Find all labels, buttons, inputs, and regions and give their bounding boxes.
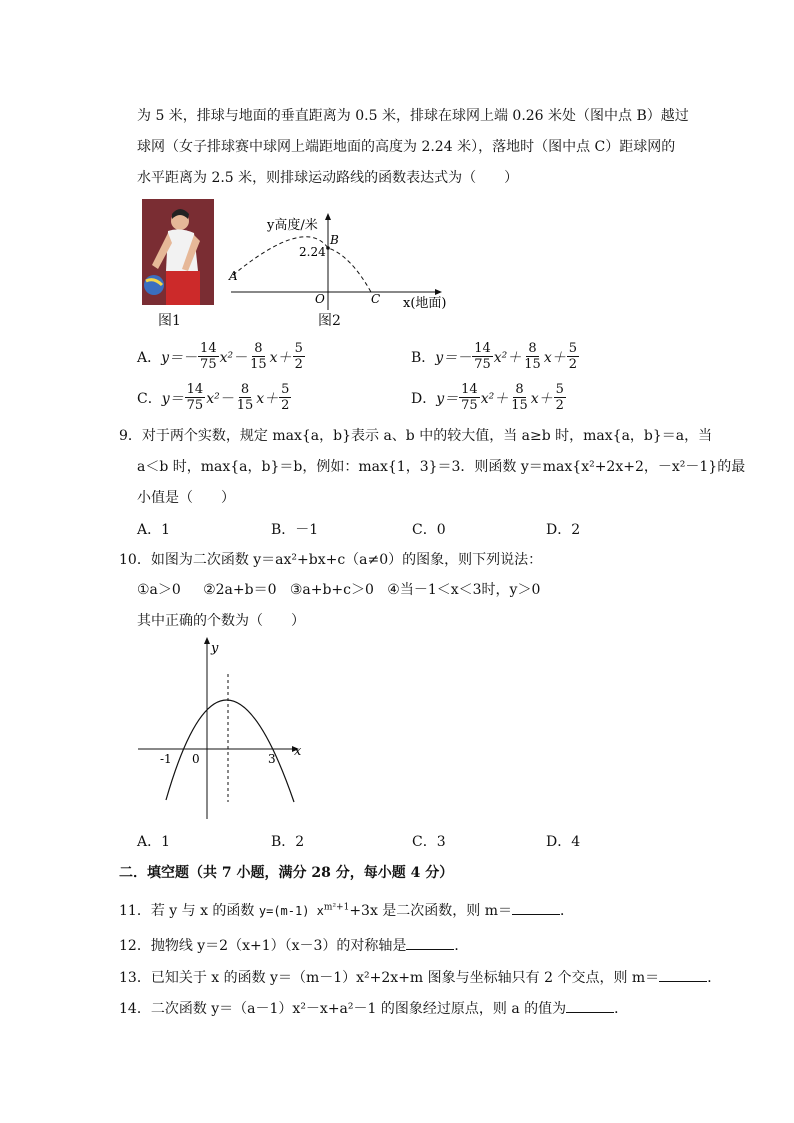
graph-tick-zero: 0: [192, 752, 200, 766]
fraction: $\frac{14}{75}$: [474, 341, 491, 372]
q10-option-c[interactable]: C．3: [412, 834, 446, 850]
q10-option-d[interactable]: D．4: [546, 834, 581, 850]
q9-line1: 9．对于两个实数，规定 max{a，b}表示 a、b 中的较大值，当 a≥b 时，max{a，b}＝a，当: [119, 428, 713, 444]
q14-end: ．: [614, 1001, 629, 1017]
q12-answer-blank[interactable]: [406, 935, 454, 950]
statement-2: ②2a+b＝0: [203, 582, 277, 598]
statement-4: ④当－1＜x＜3时，y＞0: [387, 582, 541, 598]
q10-line3: 其中正确的个数为（ ）: [137, 613, 305, 629]
q8-option-a[interactable]: [137, 341, 306, 372]
q9-option-d[interactable]: D．2: [546, 522, 581, 538]
fraction: $\frac{14}{75}$: [461, 382, 478, 413]
q12: [119, 935, 468, 955]
graph-tick-three: 3: [268, 752, 276, 766]
fig2-x-label: x(地面): [403, 296, 447, 311]
option-term: x²－: [206, 390, 234, 407]
parabola-graph: [134, 634, 314, 824]
statement-3: ③a+b+c＞0: [289, 582, 374, 598]
q8-line2: 球网（女子排球赛中球网上端距地面的高度为 2.24 米），落地时（图中点 C）距球网的: [137, 139, 676, 155]
option-term: x＋: [530, 390, 553, 407]
fraction: $\frac{8}{15}$: [236, 382, 254, 413]
statement-1: ①a＞0: [137, 582, 181, 598]
fig2-value-224: 2.24: [299, 245, 326, 259]
option-letter: D．: [411, 390, 437, 407]
option-term: y＝: [161, 390, 184, 407]
fig2-y-label: y高度/米: [267, 218, 318, 233]
q11-exp: m²+1: [323, 902, 350, 913]
q11-text2: +3x 是二次函数，则 m＝: [349, 903, 513, 919]
option-term: x＋: [543, 349, 566, 366]
option-term: y＝－: [435, 349, 472, 366]
option-letter: B．: [411, 349, 436, 366]
q9-line2: a＜b 时，max{a，b}＝b，例如：max{1，3}＝3．则函数 y＝max{x²+2x+2，－x²－1}的最: [137, 459, 746, 475]
section-title: 二．填空题（共 7 小题，满分 28 分，每小题 4 分）: [119, 865, 454, 881]
q11-func: y=(m-1) x: [258, 904, 324, 918]
fig2-point-c: C: [371, 292, 381, 306]
q14-answer-blank[interactable]: [566, 998, 614, 1013]
q14-text: 14．二次函数 y＝（a－1）x²－x+a²－1 的图象经过原点，则 a 的值为: [119, 1001, 567, 1017]
q9-option-c[interactable]: C．0: [412, 522, 446, 538]
q10-statements: [137, 580, 540, 600]
q8-option-d[interactable]: [411, 382, 567, 413]
q10-line1: 10．如图为二次函数 y＝ax²+bx+c（a≠0）的图象，则下列说法：: [119, 552, 543, 568]
fraction: $\frac{14}{75}$: [186, 382, 204, 413]
q10-option-a[interactable]: A．1: [137, 834, 171, 850]
volleyball-photo: [142, 199, 214, 305]
fraction: $\frac{5}{2}$: [294, 341, 303, 372]
q11: [119, 900, 574, 920]
fraction: $\frac{5}{2}$: [555, 382, 564, 413]
fig1-label: 图1: [158, 313, 181, 329]
fraction: $\frac{8}{15}$: [511, 382, 528, 413]
option-letter: C．: [137, 390, 162, 407]
fraction: $\frac{5}{2}$: [568, 341, 578, 372]
option-term: x＋: [269, 349, 292, 366]
q13: [119, 967, 721, 987]
graph-y-label: y: [211, 641, 219, 656]
option-term: x²＋: [493, 349, 522, 366]
q9-option-b[interactable]: B．－1: [271, 522, 319, 538]
q12-end: ．: [454, 938, 469, 954]
fig2-origin: O: [315, 292, 325, 306]
q11-text: 11．若 y 与 x 的函数: [119, 903, 259, 919]
fig2-point-b: B: [330, 233, 339, 247]
q11-end: ．: [560, 903, 575, 919]
q9-option-a[interactable]: A．1: [137, 522, 171, 538]
option-term: x²＋: [480, 390, 509, 407]
q13-text: 13．已知关于 x 的函数 y＝（m－1）x²+2x+m 图象与坐标轴只有 2 个交点，则 m＝: [119, 970, 660, 986]
q9-line3: 小值是（ ）: [137, 490, 235, 506]
fig2-point-a: A: [229, 269, 238, 283]
q8-option-b[interactable]: [411, 341, 580, 372]
option-term: y＝: [436, 390, 459, 407]
q8-line3: 水平距离为 2.5 米，则排球运动路线的函数表达式为（ ）: [137, 170, 519, 186]
q13-end: ．: [707, 970, 722, 986]
q8-line1: 为 5 米，排球与地面的垂直距离为 0.5 米，排球在球网上端 0.26 米处（图中点 B）越过: [137, 108, 689, 124]
q11-answer-blank[interactable]: [512, 900, 560, 915]
option-letter: A．: [137, 349, 162, 366]
q13-answer-blank[interactable]: [659, 967, 707, 982]
fraction: $\frac{8}{15}$: [524, 341, 541, 372]
q8-option-c[interactable]: [137, 382, 292, 413]
graph-tick-minus1: -1: [160, 752, 172, 766]
trajectory-diagram: [225, 210, 465, 315]
fraction: $\frac{8}{15}$: [250, 341, 267, 372]
q10-option-b[interactable]: B．2: [271, 834, 305, 850]
q12-text: 12．抛物线 y＝2（x+1）（x－3）的对称轴是: [119, 938, 407, 954]
option-term: y＝－: [161, 349, 198, 366]
q14: [119, 998, 628, 1018]
graph-x-label: x: [294, 744, 302, 759]
fraction: $\frac{5}{2}$: [281, 382, 290, 413]
fraction: $\frac{14}{75}$: [200, 341, 217, 372]
option-term: x²－: [219, 349, 248, 366]
fig2-label: 图2: [318, 313, 341, 329]
option-term: x＋: [256, 390, 279, 407]
